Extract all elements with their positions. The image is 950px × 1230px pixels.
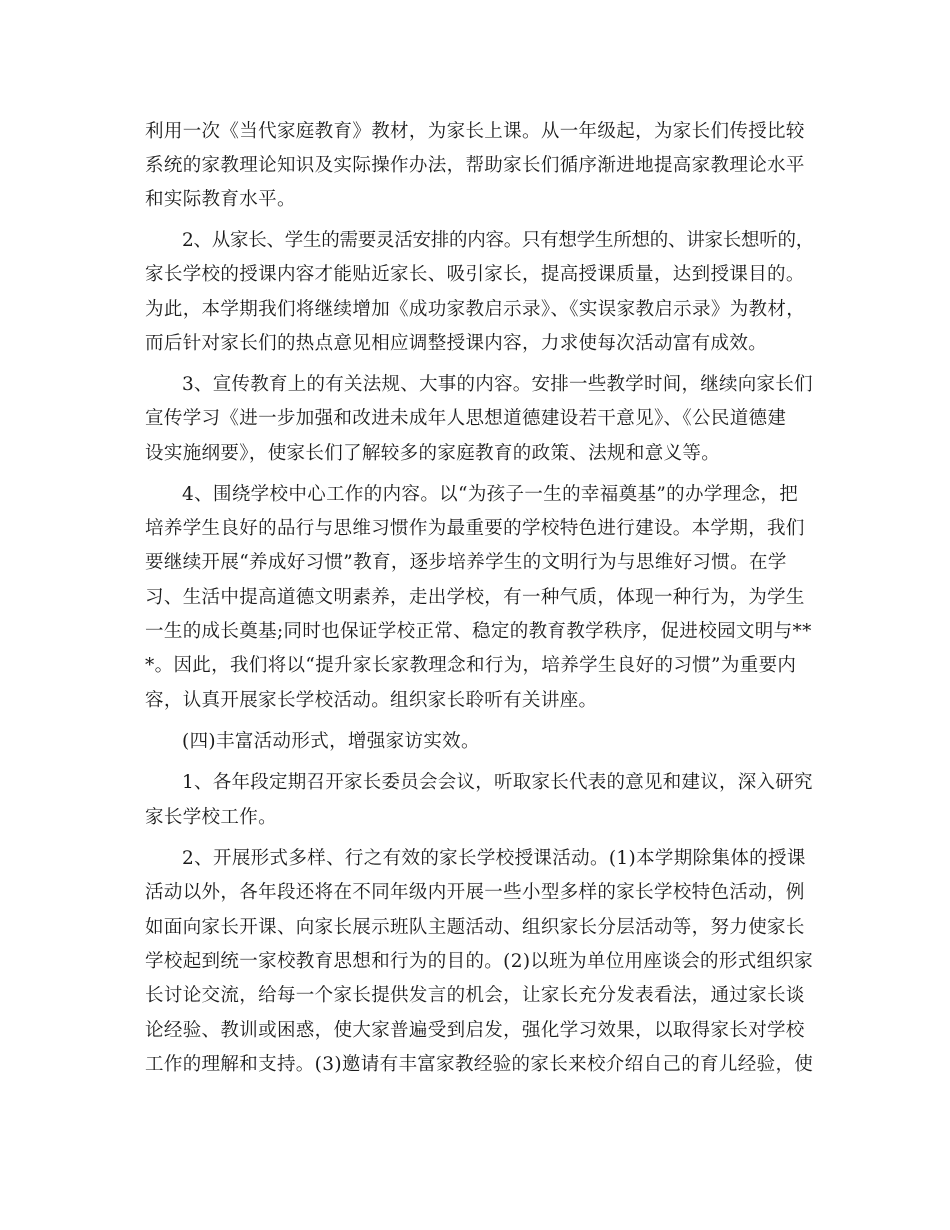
text-line-16: *。因此，我们将以“提升家长家教理念和行为，培养学生良好的习惯”为重要内 <box>145 655 797 676</box>
text-line-1: 利用一次《当代家庭教育》教材，为家长上课。从一年级起，为家长们传授比较 <box>145 121 805 142</box>
text-line-24: 学校起到统一家校教育思想和行为的目的。(2)以班为单位用座谈会的形式组织家 <box>145 951 814 972</box>
text-line-5: 家长学校的授课内容才能贴近家长、吸引家长，提高授课质量，达到授课目的。 <box>145 264 805 285</box>
text-line-21: 2、开展形式多样、行之有效的家长学校授课活动。(1)本学期除集体的授课 <box>182 848 806 869</box>
text-line-20: 家长学校工作。 <box>145 807 277 828</box>
text-line-3: 和实际教育水平。 <box>145 189 296 210</box>
text-line-4: 2、从家长、学生的需要灵活安排的内容。只有想学生所想的、讲家长想听的， <box>182 230 815 251</box>
text-line-2: 系统的家教理论知识及实际操作办法，帮助家长们循序渐进地提高家教理论水平 <box>145 155 805 176</box>
text-line-9: 宣传学习《进一步加强和改进未成年人思想道德建设若干意见》、《公民道德建 <box>145 408 787 429</box>
text-line-15: 一生的成长奠基;同时也保证学校正常、稳定的教育教学秩序，促进校园文明与** <box>145 621 812 642</box>
text-line-6: 为此，本学期我们将继续增加《成功家教启示录》、《实误家教启示录》为教材， <box>145 299 806 320</box>
section-heading-4: (四)丰富活动形式，增强家访实效。 <box>182 731 480 752</box>
text-line-17: 容，认真开展家长学校活动。组织家长聆听有关讲座。 <box>145 690 598 711</box>
text-line-23: 如面向家长开课、向家长展示班队主题活动、组织家长分层活动等，努力使家长 <box>145 917 805 938</box>
text-line-10: 设实施纲要》，使家长们了解较多的家庭教育的政策、法规和意义等。 <box>145 443 721 464</box>
text-line-8: 3、宣传教育上的有关法规、大事的内容。安排一些教学时间，继续向家长们 <box>182 374 813 395</box>
text-line-13: 要继续开展“养成好习惯”教育，逐步培养学生的文明行为与思维好习惯。在学 <box>145 552 787 573</box>
text-line-7: 而后针对家长们的热点意见相应调整授课内容，力求使每次活动富有成效。 <box>145 333 768 354</box>
text-line-12: 培养学生良好的品行与思维习惯作为最重要的学校特色进行建设。本学期，我们 <box>145 518 805 539</box>
text-line-11: 4、围绕学校中心工作的内容。以“为孩子一生的幸福奠基”的办学理念，把 <box>182 484 799 505</box>
text-line-25: 长讨论交流，给每一个家长提供发言的机会，让家长充分发表看法，通过家长谈 <box>145 985 805 1006</box>
text-line-14: 习、生活中提高道德文明素养，走出学校，有一种气质，体现一种行为，为学生 <box>145 587 805 608</box>
text-line-26: 论经验、教训或困惑，使大家普遍受到启发，强化学习效果，以取得家长对学校 <box>145 1020 805 1041</box>
text-line-22: 活动以外，各年段还将在不同年级内开展一些小型多样的家长学校特色活动，例 <box>145 882 805 903</box>
text-line-27: 工作的理解和支持。(3)邀请有丰富家教经验的家长来校介绍自己的育儿经验，使 <box>145 1054 814 1075</box>
text-line-19: 1、各年段定期召开家长委员会会议，听取家长代表的意见和建议，深入研究 <box>182 772 813 793</box>
